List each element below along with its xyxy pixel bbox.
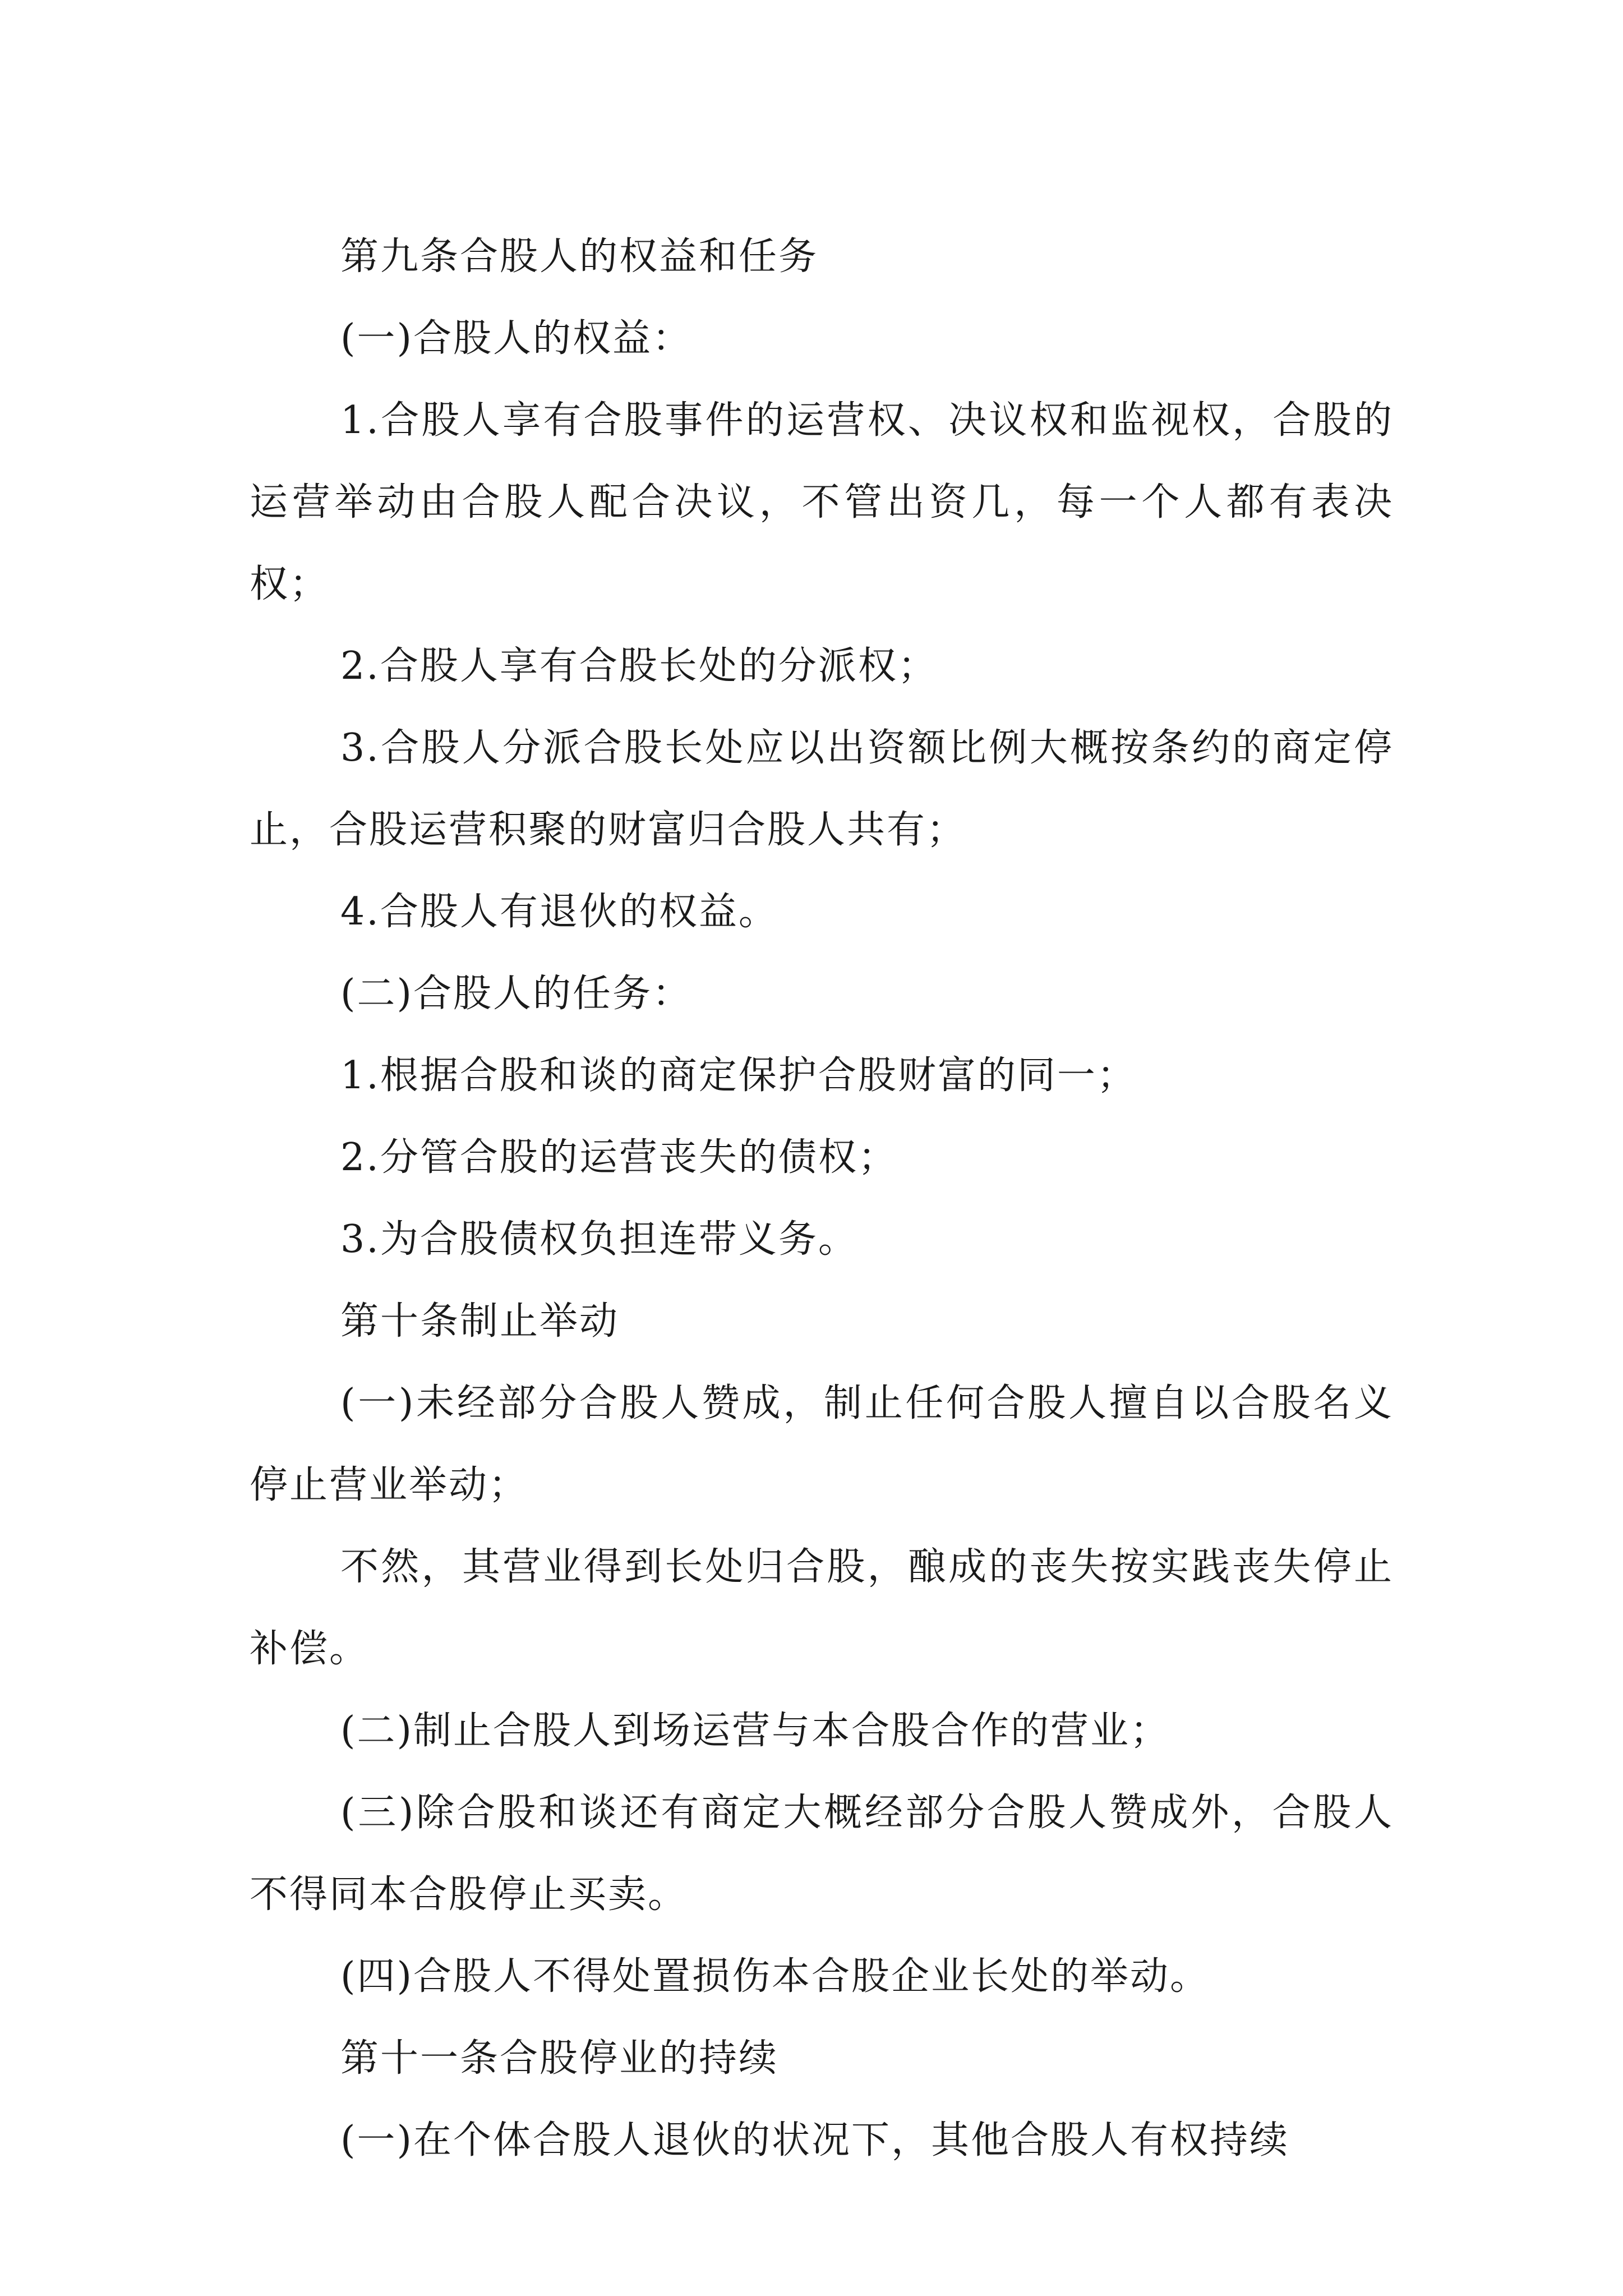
paragraph: 1.合股人享有合股事件的运营权、决议权和监视权，合股的运营举动由合股人配合决议，不管出资几，每一个人都有表决权； xyxy=(250,398,1394,606)
paragraph: 2.合股人享有合股长处的分派权； xyxy=(340,644,938,688)
paragraph: 3.为合股债权负担连带义务。 xyxy=(340,1217,858,1262)
paragraph: 2.分管合股的运营丧失的债权； xyxy=(340,1135,898,1180)
paragraph: (一)在个体合股人退伙的状况下，其他合股人有权持续 xyxy=(340,2118,1290,2162)
subsection-heading-rights: (一)合股人的权益： xyxy=(340,316,693,361)
paragraph: 4.合股人有退伙的权益。 xyxy=(340,890,778,934)
section-heading-article-11: 第十一条合股停业的持续 xyxy=(340,2036,779,2081)
paragraph: 1.根据合股和谈的商定保护合股财富的同一； xyxy=(340,1053,1137,1098)
section-heading-article-9: 第九条合股人的权益和任务 xyxy=(340,234,819,279)
paragraph: 3.合股人分派合股长处应以出资额比例大概按条约的商定停止，合股运营积聚的财富归合股人共有； xyxy=(250,726,1394,852)
paragraph: (三)除合股和谈还有商定大概经部分合股人赞成外，合股人不得同本合股停止买卖。 xyxy=(250,1791,1394,1917)
paragraph: 不然，其营业得到长处归合股，酿成的丧失按实践丧失停止补偿。 xyxy=(250,1545,1394,1671)
paragraph: (二)制止合股人到场运营与本合股合作的营业； xyxy=(340,1709,1170,1753)
subsection-heading-duties: (二)合股人的任务： xyxy=(340,972,693,1016)
paragraph: (一)未经部分合股人赞成，制止任何合股人擅自以合股名义停止营业举动； xyxy=(250,1381,1394,1507)
section-heading-article-10: 第十条制止举动 xyxy=(340,1299,620,1343)
document-body xyxy=(250,216,1394,2182)
paragraph: (四)合股人不得处置损伤本合股企业长处的举动。 xyxy=(340,1954,1210,1999)
